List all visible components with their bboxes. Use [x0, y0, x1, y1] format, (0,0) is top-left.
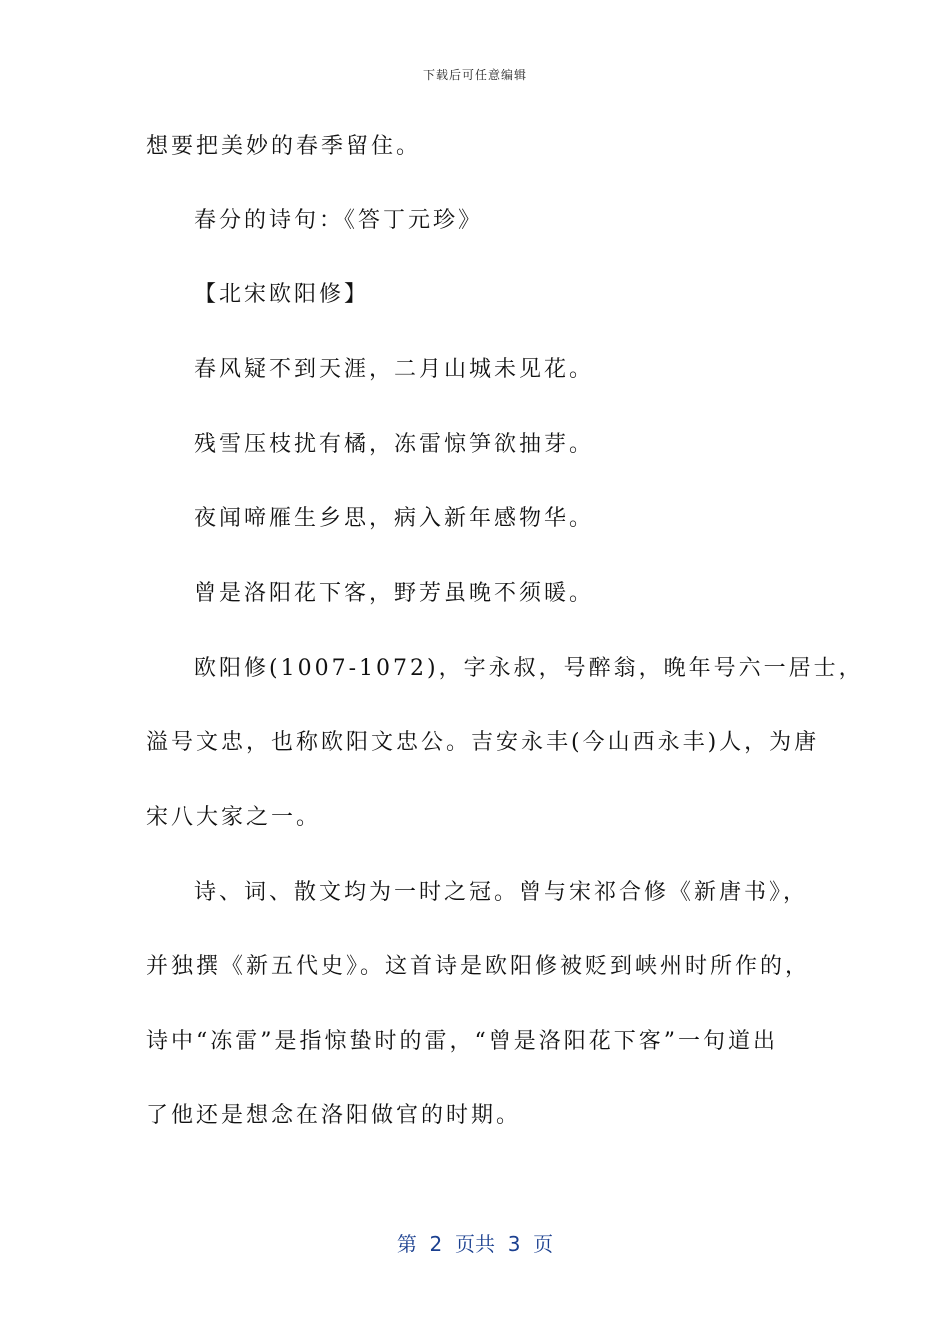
paragraph-line: 宋八大家之一。: [146, 805, 322, 830]
poem-title: 春分的诗句：《答丁元珍》: [194, 208, 484, 233]
page-number-footer: 第 2 页共 3 页: [396, 1232, 554, 1256]
page-header: 下载后可任意编辑: [422, 68, 527, 82]
poem-line: 残雪压枝扰有橘，冻雷惊笋欲抽芽。: [194, 432, 595, 457]
paragraph-line: 想要把美妙的春季留住。: [146, 134, 422, 159]
poem-line: 夜闻啼雁生乡思，病入新年感物华。: [194, 506, 595, 531]
poem-line: 曾是洛阳花下客，野芳虽晚不须暖。: [194, 581, 595, 606]
paragraph-line: 诗、词、散文均为一时之冠。曾与宋祁合修《新唐书》，: [194, 880, 809, 905]
paragraph-line: 欧阳修(1007-1072)，字永叔，号醉翁，晚年号六一居士，: [194, 656, 864, 681]
paragraph-line: 溢号文忠，也称欧阳文忠公。吉安永丰(今山西永丰)人，为唐: [146, 730, 820, 755]
poem-line: 春风疑不到天涯，二月山城未见花。: [194, 357, 595, 382]
paragraph-line: 了他还是想念在洛阳做官的时期。: [146, 1103, 522, 1128]
paragraph-line: 诗中“冻雷”是指惊蛰时的雷，“曾是洛阳花下客”一句道出: [146, 1029, 778, 1054]
paragraph-line: 并独撰《新五代史》。这首诗是欧阳修被贬到峡州时所作的，: [146, 954, 811, 979]
poem-author: 【北宋欧阳修】: [194, 282, 370, 307]
